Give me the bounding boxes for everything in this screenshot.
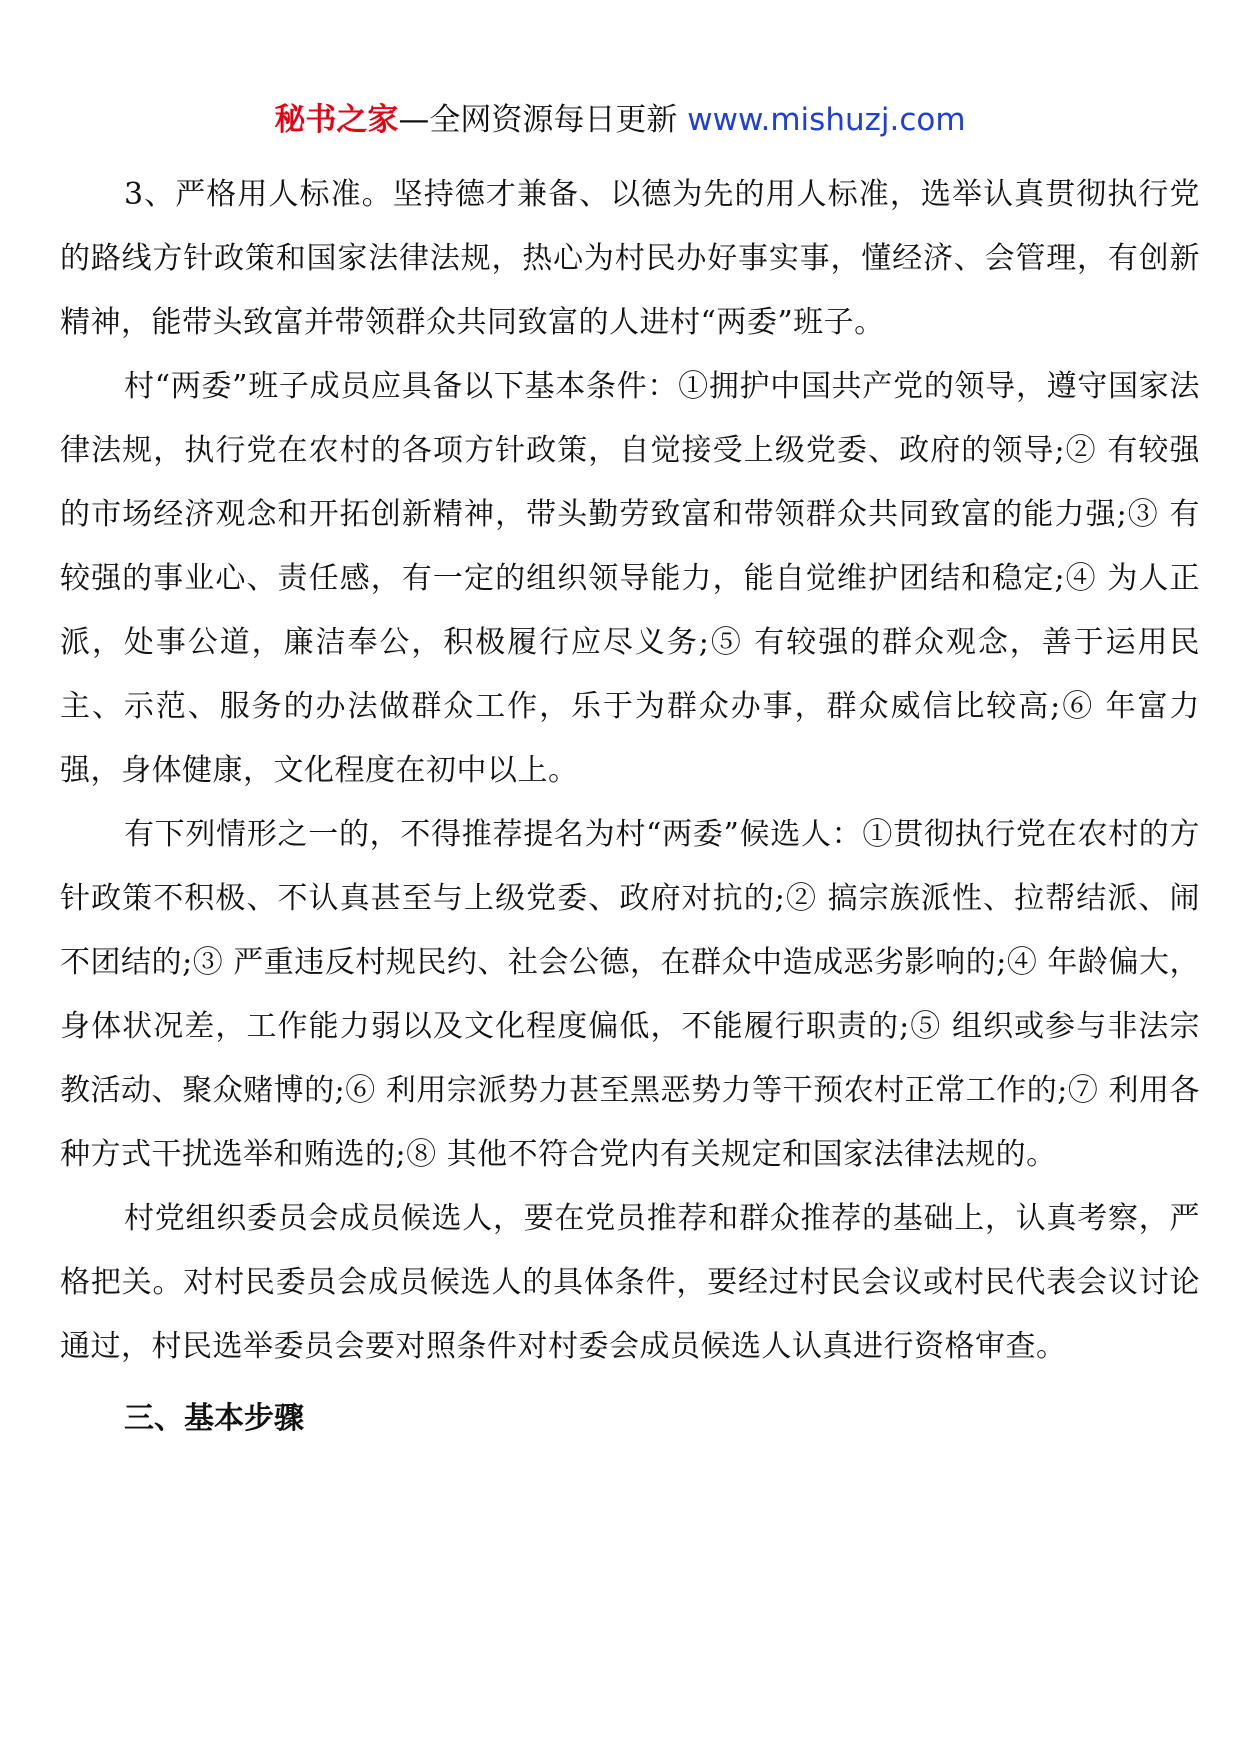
header-tagline: —全网资源每日更新 [398,102,688,138]
header-url-link[interactable]: www.mishuzj.com [687,102,966,138]
paragraph-basic-conditions: 村“两委”班子成员应具备以下基本条件：①拥护中国共产党的领导，遵守国家法律法规，执行党在农村的各项方针政策，自觉接受上级党委、政府的领导;② 有较强的市场经济观念和开拓创新精神，带头勤劳致富和带领群众共同致富的能力强;③ 有较强的事业心、责任感，有一定的组织领导能力，能自觉维护团结和稳定;④ 为人正派，处事公道，廉洁奉公，积极履行应尽义务;⑤ 有较强的群众观念，善于运用民主、示范、服务的办法做群众工作，乐于为群众办事，群众威信比较高;⑥ 年富力强，身体健康，文化程度在初中以上。 [60,369,1200,788]
paragraph-standards: 3、严格用人标准。坚持德才兼备、以德为先的用人标准，选举认真贯彻执行党的路线方针政策和国家法律法规，热心为村民办好事实事，懂经济、会管理，有创新精神，能带头致富并带领群众共同致富的人进村“两委”班子。 [60,177,1200,340]
document-body [60,163,1200,1451]
section-heading: 三、基本步骤 [124,1401,304,1436]
header-brand: 秘书之家 [274,102,399,138]
paragraph-candidate-review: 村党组织委员会成员候选人，要在党员推荐和群众推荐的基础上，认真考察，严格把关。对村民委员会成员候选人的具体条件，要经过村民会议或村民代表会议讨论通过，村民选举委员会要对照条件对村委会成员候选人认真进行资格审查。 [60,1201,1200,1364]
paragraph-disqualifications: 有下列情形之一的，不得推荐提名为村“两委”候选人：①贯彻执行党在农村的方针政策不积极、不认真甚至与上级党委、政府对抗的;② 搞宗族派性、拉帮结派、闹不团结的;③ 严重违反村规民约、社会公德，在群众中造成恶劣影响的;④ 年龄偏大，身体状况差，工作能力弱以及文化程度偏低，不能履行职责的;⑤ 组织或参与非法宗教活动、聚众赌博的;⑥ 利用宗派势力甚至黑恶势力等干预农村正常工作的;⑦ 利用各种方式干扰选举和贿选的;⑧ 其他不符合党内有关规定和国家法律法规的。 [60,817,1200,1172]
page-header [0,100,1240,140]
